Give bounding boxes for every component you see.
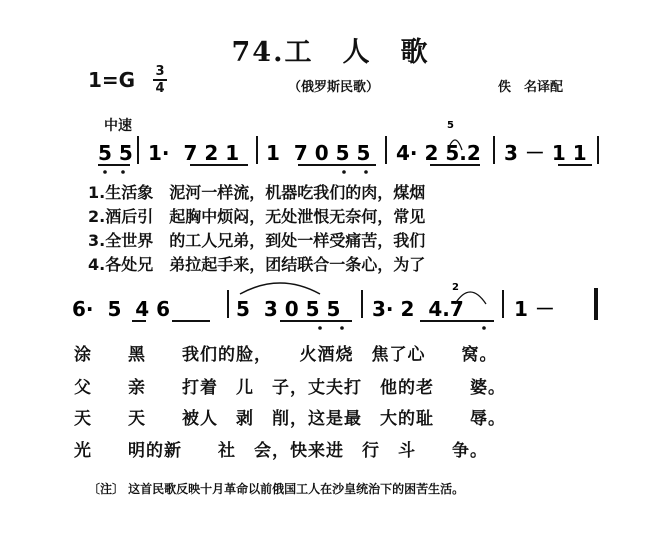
measure-8: 3· 2 4.7	[372, 297, 464, 321]
verse-3-line-2: 天 天 被人 剥 削，这是最 大的耻 辱。	[74, 409, 506, 429]
verse-2-line-2: 父 亲 打着 儿 子，丈夫打 他的老 婆。	[74, 378, 506, 398]
footnote: 〔注〕 这首民歌反映十月革命以前俄国工人在沙皇统治下的困苦生活。	[88, 482, 465, 496]
measure-7: 5 3 0 5 5	[236, 297, 341, 321]
octave-dot	[342, 170, 346, 174]
measure-9: 1 －	[514, 297, 555, 321]
tie	[240, 283, 320, 294]
grace-note-number: 5	[447, 120, 454, 131]
song-origin: （俄罗斯民歌）	[288, 80, 380, 95]
verse-4-line-1: 4.各处兄 弟拉起手来，团结联合一条心，为了	[88, 255, 426, 274]
tempo-marking: 中速	[104, 118, 132, 134]
octave-dot	[103, 170, 107, 174]
measure-5: 3 － 1 1	[504, 141, 587, 165]
verse-2-line-1: 2.酒后引 起胸中烦闷，无处泄恨无奈何，常见	[88, 207, 426, 226]
verse-3-line-1: 3.全世界 的工人兄弟，到处一样受痛苦，我们	[88, 231, 426, 250]
key-signature: 1=G	[88, 68, 136, 92]
time-signature-bottom: 4	[155, 81, 165, 96]
verse-1-line-1: 1.生活象 泥河一样流，机器吃我们的肉，煤烟	[88, 183, 426, 202]
measure-1: 5 5	[98, 141, 133, 165]
song-credit: 佚 名译配	[498, 80, 564, 95]
measure-2: 1· 7 2 1	[148, 141, 240, 165]
octave-dot	[482, 326, 486, 330]
octave-dot	[364, 170, 368, 174]
time-signature-top: 3	[155, 64, 165, 79]
octave-dot	[318, 326, 322, 330]
measure-3: 1 7 0 5 5	[266, 141, 371, 165]
song-title: 74.工 人 歌	[231, 37, 430, 68]
measure-6: 6· 5 4 6	[72, 297, 171, 321]
octave-dot	[340, 326, 344, 330]
grace-note-number: 2	[452, 282, 459, 293]
measure-4: 4· 2 5.2	[396, 141, 481, 165]
verse-1-line-2: 涂 黑 我们的脸， 火酒烧 焦了心 窝。	[74, 345, 498, 365]
octave-dot	[121, 170, 125, 174]
verse-4-line-2: 光 明的新 社 会，快来进 行 斗 争。	[74, 441, 488, 461]
